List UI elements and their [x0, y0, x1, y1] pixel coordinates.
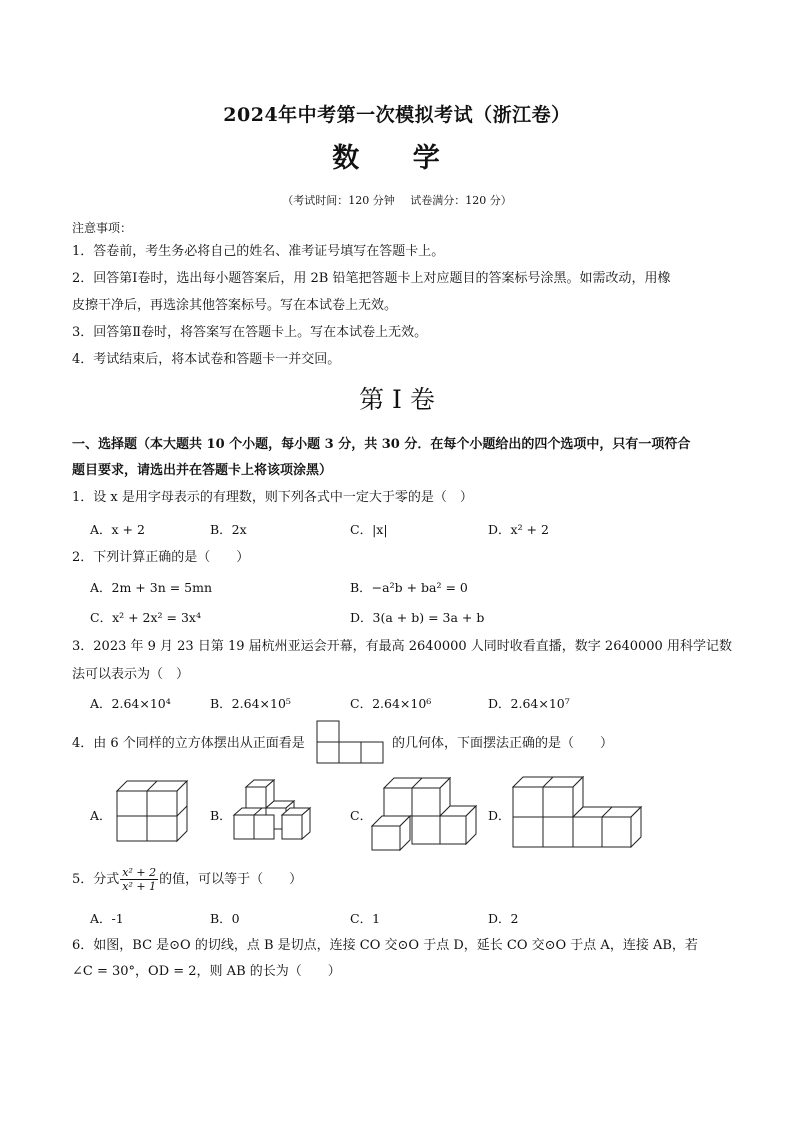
q1-option-a: A．x + 2	[90, 522, 145, 537]
q5-option-a: A．-1	[90, 911, 124, 926]
q5-option-d: D．2	[488, 911, 519, 926]
q3-option-b: B．2.64×10⁵	[210, 696, 291, 711]
q5-option-c: C．1	[350, 911, 381, 926]
q3-option-a: A．2.64×10⁴	[90, 696, 171, 711]
q1-option-d: D．x² + 2	[488, 522, 549, 537]
q5-stem-suffix: 的值，可以等于（ ）	[159, 872, 303, 887]
note-item: 2．回答第Ⅰ卷时，选出每小题答案后，用 2B 铅笔把答题卡上对应题目的答案标号涂黑。如需改动，用橡	[72, 271, 671, 286]
exam-info	[0, 192, 794, 208]
subject-title: 数 学	[332, 143, 462, 174]
note-item: 3．回答第Ⅱ卷时，将答案写在答题卡上。写在本试卷上无效。	[72, 325, 428, 340]
note-item: 4．考试结束后，将本试卷和答题卡一并交回。	[72, 352, 341, 367]
q4-option-c-label: C．	[350, 808, 373, 823]
q5-denominator: x² + 1	[122, 880, 157, 893]
notes-heading: 注意事项：	[72, 221, 133, 235]
section-title: 第 I 卷	[359, 385, 435, 414]
q3-stem-line1: 3．2023 年 9 月 23 日第 19 届杭州亚运会开幕，有最高 2640000 人同时收看直播，数字 2640000 用科学记数	[72, 639, 732, 654]
exam-time: （考试时间：120 分钟	[282, 194, 395, 207]
q4-option-d-label: D．	[488, 808, 511, 823]
q4-option-d-figure	[510, 774, 644, 848]
q3-stem-line2: 法可以表示为（ ）	[72, 667, 190, 682]
section-instructions-line2: 题目要求，请选出并在答题卡上将该项涂黑）	[72, 463, 333, 478]
q1-stem: 1．设 x 是用字母表示的有理数，则下列各式中一定大于零的是（ ）	[72, 490, 473, 505]
q2-stem: 2．下列计算正确的是（ ）	[72, 550, 250, 565]
q4-option-b-label: B．	[210, 808, 232, 823]
full-score: 试卷满分：120 分）	[410, 194, 512, 207]
q2-option-a: A．2m + 3n = 5mn	[90, 580, 213, 595]
q4-stem-part2: 的几何体，下面摆法正确的是（ ）	[392, 736, 614, 751]
q6-stem-line1: 6．如图，BC 是⊙O 的切线，点 B 是切点，连接 CO 交⊙O 于点 D，延长 CO 交⊙O 于点 A，连接 AB，若	[72, 938, 698, 953]
q4-stem-part1: 4．由 6 个同样的立方体摆出从正面看是	[72, 736, 305, 751]
q5-stem-prefix: 5．分式	[72, 872, 120, 887]
q4-option-a-figure	[113, 777, 195, 847]
q4-option-c-figure	[368, 770, 480, 852]
q1-option-c: C．|x|	[350, 522, 388, 537]
q2-option-d: D．3(a + b) = 3a + b	[350, 610, 485, 625]
front-view-figure	[316, 720, 386, 764]
q5-numerator: x² + 2	[122, 866, 157, 879]
q3-option-c: C．2.64×10⁶	[350, 696, 432, 711]
q5-option-b: B．0	[210, 911, 240, 926]
q4-option-a-label: A．	[90, 808, 112, 823]
q2-option-b: B．−a²b + ba² = 0	[350, 580, 468, 595]
note-item: 1．答卷前，考生务必将自己的姓名、准考证号填写在答题卡上。	[72, 244, 445, 259]
q1-option-b: B．2x	[210, 522, 247, 537]
exam-title: 2024年中考第一次模拟考试（浙江卷）	[223, 104, 571, 126]
q2-option-c: C．x² + 2x² = 3x⁴	[90, 610, 201, 625]
q5-fraction	[120, 866, 158, 893]
q6-stem-line2: ∠C = 30°，OD = 2，则 AB 的长为（ ）	[72, 964, 341, 979]
q3-option-d: D．2.64×10⁷	[488, 696, 570, 711]
q4-option-b-figure	[230, 777, 322, 847]
q5-stem	[72, 866, 732, 893]
section-instructions-line1: 一、选择题（本大题共 10 个小题，每小题 3 分，共 30 分．在每个小题给出的四个选项中，只有一项符合	[72, 437, 691, 452]
note-item: 皮擦干净后，再选涂其他答案标号。写在本试卷上无效。	[72, 298, 398, 313]
